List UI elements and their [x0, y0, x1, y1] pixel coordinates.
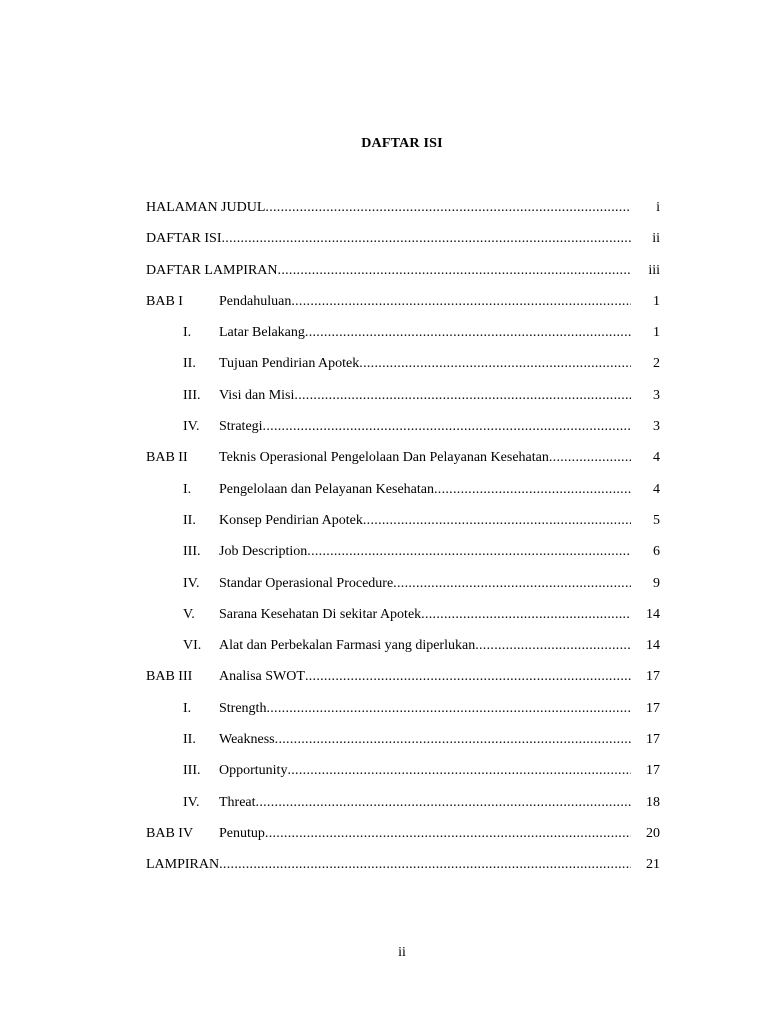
toc-entry-number: III.: [183, 544, 201, 560]
toc-entry-number: VI.: [183, 638, 202, 654]
toc-entry-number: V.: [183, 606, 195, 622]
toc-entry-label: DAFTAR ISI: [146, 231, 222, 247]
toc-entry-label: Konsep Pendirian Apotek: [219, 512, 363, 528]
toc-row: [0, 542, 768, 573]
toc-entry-label: Sarana Kesehatan Di sekitar Apotek: [219, 606, 422, 622]
toc-entry-page: 6: [653, 544, 660, 560]
toc-row: [0, 261, 768, 292]
toc-entry-number: IV.: [183, 794, 200, 810]
toc-entry-page: 9: [653, 575, 660, 591]
toc-entry-number: II.: [183, 356, 196, 372]
toc-entry-number: II.: [183, 732, 196, 748]
toc-row: [0, 824, 768, 855]
toc-row: [0, 730, 768, 761]
toc-row: [0, 574, 768, 605]
toc-entry-number: BAB III: [146, 669, 193, 685]
toc-entry-label: Penutup: [219, 825, 265, 841]
toc-entry-number: II.: [183, 512, 196, 528]
toc-entry-page: 17: [646, 763, 660, 779]
toc-row: [0, 793, 768, 824]
toc-entry-number: III.: [183, 763, 201, 779]
toc-row: [0, 855, 768, 886]
toc-entry-page: 4: [653, 481, 660, 497]
toc-entry-label: DAFTAR LAMPIRAN: [146, 262, 278, 278]
toc-row: [0, 480, 768, 511]
toc-entry-number: III.: [183, 387, 201, 403]
toc-entry-number: BAB I: [146, 293, 183, 309]
toc-entry-label: Alat dan Perbekalan Farmasi yang diperlukan: [219, 638, 476, 654]
toc-entry-label: Weakness: [219, 732, 275, 748]
toc-row: [0, 448, 768, 479]
toc-entry-page: 3: [653, 419, 660, 435]
toc-entry-label: Visi dan Misi: [219, 387, 295, 403]
toc-row: [0, 699, 768, 730]
toc-row: [0, 511, 768, 542]
toc-entry-page: 14: [646, 638, 660, 654]
toc-entry-page: 17: [646, 700, 660, 716]
toc-entry-label: Strategi: [219, 419, 263, 435]
toc-entry-number: BAB II: [146, 450, 188, 466]
toc-entry-number: I.: [183, 325, 192, 341]
toc-row: [0, 323, 768, 354]
toc-entry-page: 17: [646, 732, 660, 748]
toc-entry-label: Standar Operasional Procedure: [219, 575, 394, 591]
toc-entry-page: 1: [653, 293, 660, 309]
toc-row: [0, 417, 768, 448]
toc-entry-page: ii: [652, 231, 660, 247]
toc-entry-number: IV.: [183, 575, 200, 591]
toc-row: [0, 386, 768, 417]
toc-entry-number: I.: [183, 481, 192, 497]
toc-entry-label: HALAMAN JUDUL: [146, 200, 266, 215]
toc-row: [0, 605, 768, 636]
toc-entry-page: 4: [653, 450, 660, 466]
toc-entry-number: BAB IV: [146, 825, 194, 841]
toc-entry-page: 17: [646, 669, 660, 685]
toc-entry-label: Strength: [219, 700, 267, 716]
toc-row: [0, 229, 768, 260]
toc-entry-label: Latar Belakang: [219, 325, 305, 341]
toc-entry-label: Job Description: [219, 544, 308, 560]
page-title: DAFTAR ISI: [361, 136, 443, 151]
page-number: ii: [398, 945, 406, 960]
toc-row: [0, 198, 768, 229]
toc-entry-label: Pendahuluan: [219, 293, 292, 309]
toc-entry-page: 21: [646, 857, 660, 873]
toc-row: [0, 667, 768, 698]
toc-entry-label: Analisa SWOT: [219, 669, 305, 685]
table-of-contents: [0, 198, 768, 887]
toc-row: [0, 354, 768, 385]
toc-entry-number: I.: [183, 700, 192, 716]
toc-entry-page: iii: [648, 262, 660, 278]
toc-entry-page: 1: [653, 325, 660, 341]
toc-entry-page: 3: [653, 387, 660, 403]
toc-row: [0, 636, 768, 667]
toc-row: [0, 292, 768, 323]
toc-entry-page: 5: [653, 512, 660, 528]
toc-row: [0, 761, 768, 792]
toc-entry-page: i: [656, 200, 660, 215]
toc-entry-label: LAMPIRAN: [146, 857, 220, 873]
toc-entry-label: Pengelolaan dan Pelayanan Kesehatan: [219, 481, 434, 497]
toc-entry-page: 14: [646, 606, 660, 622]
toc-entry-label: Teknis Operasional Pengelolaan Dan Pelayanan Kesehatan: [219, 450, 549, 466]
toc-entry-page: 18: [646, 794, 660, 810]
toc-entry-number: IV.: [183, 419, 200, 435]
toc-entry-page: 20: [646, 825, 660, 841]
toc-entry-page: 2: [653, 356, 660, 372]
toc-entry-label: Opportunity: [219, 763, 288, 779]
toc-entry-label: Tujuan Pendirian Apotek: [219, 356, 360, 372]
toc-entry-label: Threat: [219, 794, 256, 810]
